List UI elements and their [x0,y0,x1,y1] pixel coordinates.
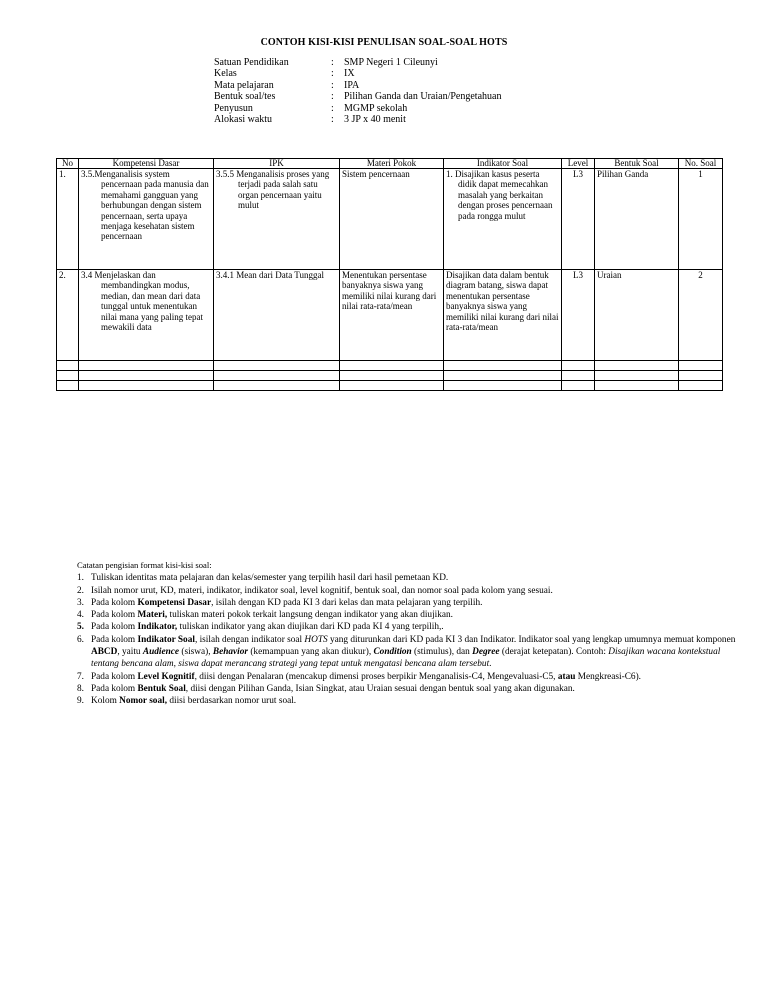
note-text-part: , diisi dengan Pilihan Ganda, Isian Singkat, atau Uraian sesuai dengan bentuk soal yang akan digunakan. [185,683,575,694]
notes-heading: Catatan pengisian format kisi-kisi soal: [77,560,212,570]
identity-colon: : [331,68,334,80]
kisi-kisi-table [56,158,723,391]
note-text [91,695,737,707]
cell-ipk: 3.4.1 Mean dari Data Tunggal [214,270,340,361]
note-item [77,585,737,597]
cell-no: 2. [57,270,79,361]
note-text-part: Isilah nomor urut, KD, materi, indikator, indikator soal, level kognitif, bentuk soal, dan nomor soal pada kolom yang sesuai. [91,585,553,596]
note-emphasis: Kompetensi Dasar [137,597,212,608]
note-text-part: Pada kolom [91,634,138,645]
header-indikator-soal: Indikator Soal [444,159,562,169]
header-no-soal: No. Soal [679,159,723,169]
note-emphasis: Condition [373,647,412,658]
cell-no-soal: 1 [679,169,723,270]
note-text [91,572,737,584]
identity-value: IPA [344,79,360,91]
identity-block [214,57,501,125]
table-row [57,270,723,361]
note-number: 8. [77,683,84,694]
note-emphasis: Bentuk Soal [137,683,186,694]
cell-level: L3 [562,169,595,270]
notes-section [77,559,737,708]
note-emphasis: Indikator, [137,622,178,633]
note-text-part: , diisi dengan Penalaran (mencakup dimensi proses berpikir Menganalisis-C4, Mengevaluasi-C5, [194,671,558,682]
header-bentuk-soal: Bentuk Soal [595,159,679,169]
table-row [57,169,723,270]
cell-no: 1. [57,169,79,270]
identity-value: IX [344,68,355,80]
identity-colon: : [331,91,334,103]
note-emphasis: atau [557,671,576,682]
note-text [91,585,737,597]
identity-colon: : [331,102,334,114]
header-no: No [57,159,79,169]
note-text-part: (siswa), [179,647,213,658]
identity-row [214,103,501,114]
note-text-part: Mengkreasi-C6). [575,671,641,682]
note-text-part: Pada kolom [91,597,138,608]
note-emphasis: Materi, [137,610,168,621]
identity-value: SMP Negeri 1 Cileunyi [344,57,438,68]
header-materi-pokok: Materi Pokok [340,159,444,169]
cell-bentuk-soal: Pilihan Ganda [595,169,679,270]
note-emphasis: Nomor soal, [119,696,168,707]
note-number: 7. [77,671,84,682]
note-text-part: tuliskan materi pokok terkait langsung dengan indikator yang akan diujikan. [167,610,453,621]
header-level: Level [562,159,595,169]
note-item [77,621,737,633]
note-text [91,683,737,695]
note-text [91,671,737,683]
identity-row [214,80,501,91]
note-text [91,621,737,633]
note-emphasis: Indikator Soal [137,634,195,645]
identity-value: Pilihan Ganda dan Uraian/Pengetahuan [344,91,502,103]
note-text [91,597,737,609]
cell-materi-pokok: Sistem pencernaan [340,169,444,270]
note-text-part: tuliskan indikator yang akan diujikan dari KD pada KI 4 yang terpilih,. [177,622,444,633]
note-number: 4. [77,610,84,621]
note-text-part: Pada kolom [91,610,138,621]
cell-ipk: 3.5.5 Menganalisis proses yang terjadi pada salah satu organ pencernaan yaitu mulut [214,169,340,270]
empty-row [57,371,723,381]
cell-kompetensi-dasar: 3.5.Menganalisis system pencernaan pada manusia dan memahami gangguan yang berhubungan dengan sistem pencernaan, serta upaya menjaga kesehatan sistem pencernaan [79,169,214,270]
identity-colon: : [331,79,334,91]
identity-row [214,91,501,102]
cell-no-soal: 2 [679,270,723,361]
note-text [91,634,737,671]
note-item [77,634,737,671]
note-item [77,695,737,707]
note-text-part: Tuliskan identitas mata pelajaran dan kelas/semester yang terpilih hasil dari hasil pemetaan KD. [91,573,449,584]
note-item [77,671,737,683]
note-text-part: , isilah dengan indikator soal [194,634,305,645]
note-number: 1. [77,573,84,584]
note-text-part: diisi berdasarkan nomor urut soal. [167,696,297,707]
identity-label: Alokasi waktu [214,114,273,126]
header-ipk: IPK [214,159,340,169]
note-number: 2. [77,585,84,596]
note-italic: Disajikan wacana kontekstual tentang bencana alam, siswa dapat merancang strategi yang tepat untuk mengatasi bencana alam tersebut [91,647,721,670]
note-item [77,572,737,584]
note-text-part: Pada kolom [91,671,138,682]
empty-row [57,381,723,391]
note-text-part: Pada kolom [91,683,138,694]
note-item [77,609,737,621]
note-emphasis: Audience [142,647,180,658]
cell-materi-pokok: Menentukan persentase banyaknya siswa yang memiliki nilai kurang dari nilai rata-rata/mean [340,270,444,361]
identity-label: Mata pelajaran [214,79,274,91]
note-item [77,683,737,695]
note-text-part: (stimulus), dan [411,647,473,658]
note-text-part: (kemampuan yang akan diukur), [248,647,374,658]
note-emphasis: Degree [472,647,500,658]
cell-indikator-soal: Disajikan data dalam bentuk diagram batang, siswa dapat menentukan persentase banyaknya siswa yang memiliki nilai kurang dari nilai rata-rata/mean [444,270,562,361]
cell-indikator-soal: 1. Disajikan kasus peserta didik dapat memecahkan masalah yang berkaitan dengan proses pencernaan pada rongga mulut [444,169,562,270]
identity-value: MGMP sekolah [344,102,408,114]
identity-colon: : [331,114,334,126]
empty-row [57,361,723,371]
note-emphasis: Level Kognitif [137,671,195,682]
note-text-part: Kolom [91,696,120,707]
note-emphasis: ABCD [91,647,118,658]
note-emphasis: Behavior [212,647,249,658]
identity-value: 3 JP x 40 menit [344,114,406,126]
identity-colon: : [331,57,334,68]
cell-bentuk-soal: Uraian [595,270,679,361]
identity-row [214,114,501,125]
identity-row [214,68,501,79]
note-number: 9. [77,696,84,707]
cell-level: L3 [562,270,595,361]
header-kompetensi-dasar: Kompetensi Dasar [79,159,214,169]
identity-label: Kelas [214,68,237,80]
cell-kompetensi-dasar: 3.4 Menjelaskan dan membandingkan modus, median, dan mean dari data tunggal untuk menentukan nilai mana yang paling tepat mewakili data [79,270,214,361]
document-title: CONTOH KISI-KISI PENULISAN SOAL-SOAL HOTS [260,37,508,48]
note-item [77,597,737,609]
note-number: 5. [77,622,84,633]
table-header-row [57,159,723,169]
note-text-part: (derajat ketepatan). Contoh: [499,647,609,658]
identity-label: Satuan Pendidikan [214,57,289,68]
note-text-part: yang diturunkan dari KD pada KI 3 dan Indikator. Indikator soal yang lengkap umumnya memuat komponen [327,634,736,645]
identity-label: Bentuk soal/tes [214,91,276,103]
note-text-part: , isilah dengan KD pada KI 3 dari kelas dan mata pelajaran yang terpilih. [211,597,483,608]
identity-label: Penyusun [214,102,253,114]
note-italic: HOTS [304,634,328,645]
note-number: 3. [77,597,84,608]
note-number: 6. [77,634,84,645]
note-text [91,609,737,621]
identity-row [214,57,501,68]
note-text-part: , yaitu [117,647,143,658]
note-text-part: . [489,659,492,670]
note-text-part: Pada kolom [91,622,138,633]
